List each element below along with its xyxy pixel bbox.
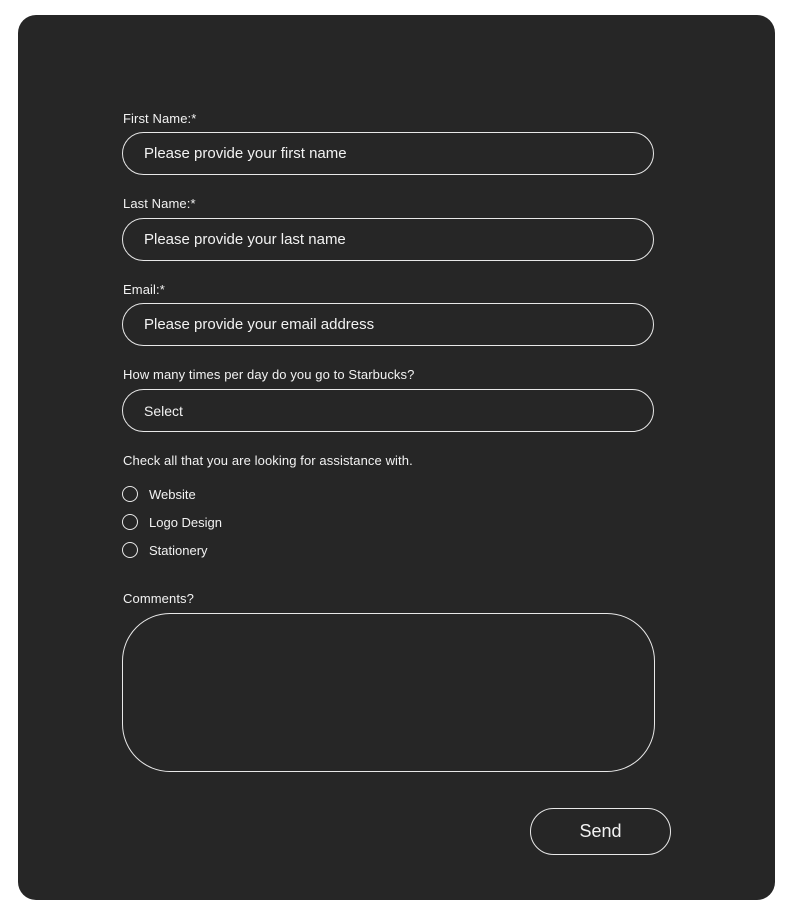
first-name-placeholder: Please provide your first name	[144, 145, 347, 162]
checkbox-circle-icon[interactable]	[122, 542, 138, 558]
assistance-label: Check all that you are looking for assistance with.	[123, 453, 413, 468]
visits-select[interactable]	[122, 389, 654, 432]
comments-label: Comments?	[123, 591, 194, 606]
visits-selected-value: Select	[144, 402, 183, 419]
checkbox-circle-icon[interactable]	[122, 486, 138, 502]
assistance-option-stationery[interactable]	[122, 542, 208, 558]
send-button[interactable]: Send	[530, 808, 671, 855]
visits-label: How many times per day do you go to Starbucks?	[123, 367, 415, 382]
last-name-placeholder: Please provide your last name	[144, 231, 346, 248]
email-label: Email:*	[123, 282, 165, 297]
last-name-input[interactable]	[122, 218, 654, 261]
last-name-label: Last Name:*	[123, 196, 196, 211]
email-input[interactable]	[122, 303, 654, 346]
comments-textarea[interactable]	[122, 613, 655, 772]
checkbox-circle-icon[interactable]	[122, 514, 138, 530]
assistance-option-website[interactable]	[122, 486, 196, 502]
first-name-input[interactable]	[122, 132, 654, 175]
email-placeholder: Please provide your email address	[144, 316, 375, 333]
first-name-label: First Name:*	[123, 111, 197, 126]
assistance-option-logo-design[interactable]	[122, 514, 222, 530]
assistance-option-label: Stationery	[149, 542, 208, 558]
assistance-option-label: Logo Design	[149, 514, 222, 530]
assistance-option-label: Website	[149, 486, 196, 502]
